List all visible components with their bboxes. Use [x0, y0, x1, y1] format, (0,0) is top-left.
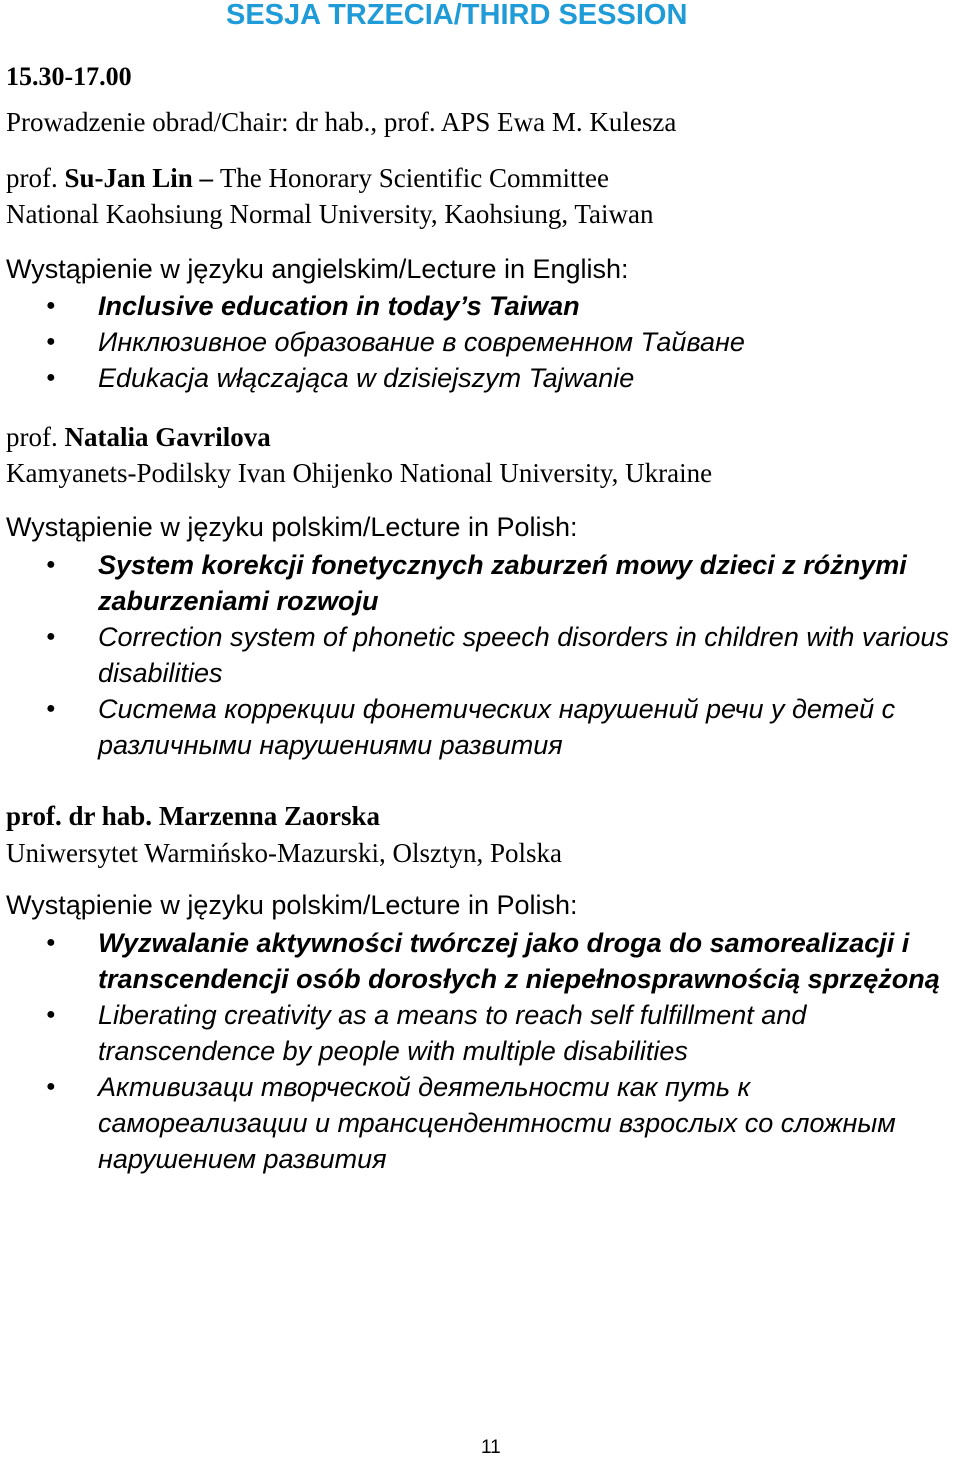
speaker-3-heading — [6, 801, 380, 832]
speaker-2-title-pl: ● System korekcji fonetycznych zaburzeń mowy dzieci z różnymi zaburzeniami rozwoju — [0, 547, 960, 619]
speaker-1-title-en: ● Inclusive education in today’s Taiwan — [0, 288, 960, 324]
speaker-2-affiliation: Kamyanets-Podilsky Ivan Ohijenko National University, Ukraine — [6, 458, 713, 488]
speaker-1-name: Su-Jan Lin – — [64, 163, 220, 193]
speaker-1-lecture-list — [0, 288, 960, 396]
speaker-3-title-en: ● Liberating creativity as a means to reach self fulfillment and transcendence by people with multiple disabilities — [0, 997, 960, 1069]
speaker-3-title-pl: ● Wyzwalanie aktywności twórczej jako droga do samorealizacji i transcendencji osób dorosłych z niepełnosprawnością sprzężoną — [0, 925, 960, 997]
speaker-1-prefix: prof. — [6, 163, 65, 193]
session-title: SESJA TRZECIA/THIRD SESSION — [226, 0, 688, 31]
bullet-icon: ● — [46, 934, 56, 951]
bullet-icon: ● — [46, 297, 56, 314]
bullet-icon: ● — [46, 556, 56, 573]
bullet-icon: ● — [46, 1006, 56, 1023]
speaker-1-title-ru: ● Инклюзивное образование в современном Тайване — [0, 324, 960, 360]
speaker-2-title-ru: ● Система коррекции фонетических нарушений речи у детей с различными нарушениями развития — [0, 691, 960, 763]
speaker-2-heading — [6, 422, 271, 453]
page-number: 11 — [481, 1437, 501, 1458]
speaker-1-heading — [6, 163, 609, 194]
bullet-icon: ● — [46, 700, 56, 717]
bullet-icon: ● — [46, 333, 56, 350]
speaker-2-prefix: prof. — [6, 422, 65, 452]
speaker-1-role: The Honorary Scientific Committee — [219, 163, 609, 193]
session-chair: Prowadzenie obrad/Chair: dr hab., prof. APS Ewa M. Kulesza — [6, 107, 677, 137]
speaker-2-lecture-list — [0, 547, 960, 763]
speaker-3-prefix: prof. dr hab. — [6, 801, 159, 831]
speaker-2-lecture-heading: Wystąpienie w języku polskim/Lecture in Polish: — [6, 512, 578, 542]
bullet-icon: ● — [46, 628, 56, 645]
bullet-icon: ● — [46, 369, 56, 386]
speaker-2-name: Natalia Gavrilova — [64, 422, 271, 452]
speaker-1-title-pl: ● Edukacja włączająca w dzisiejszym Tajwanie — [0, 360, 960, 396]
speaker-3-affiliation: Uniwersytet Warmińsko-Mazurski, Olsztyn, Polska — [6, 838, 563, 868]
speaker-3-title-ru: ● Активизаци творческой деятельности как путь к самореализации и трансцендентности взрослых со сложным нарушением развития — [0, 1069, 960, 1177]
session-time: 15.30-17.00 — [6, 62, 132, 91]
speaker-2-title-en: ● Correction system of phonetic speech disorders in children with various disabilities — [0, 619, 960, 691]
speaker-1-lecture-heading: Wystąpienie w języku angielskim/Lecture in English: — [6, 254, 629, 284]
speaker-3-lecture-heading: Wystąpienie w języku polskim/Lecture in Polish: — [6, 890, 578, 920]
bullet-icon: ● — [46, 1078, 56, 1095]
speaker-1-affiliation: National Kaohsiung Normal University, Kaohsiung, Taiwan — [6, 199, 654, 229]
speaker-3-name: Marzenna Zaorska — [158, 801, 381, 831]
speaker-3-lecture-list — [0, 925, 960, 1177]
